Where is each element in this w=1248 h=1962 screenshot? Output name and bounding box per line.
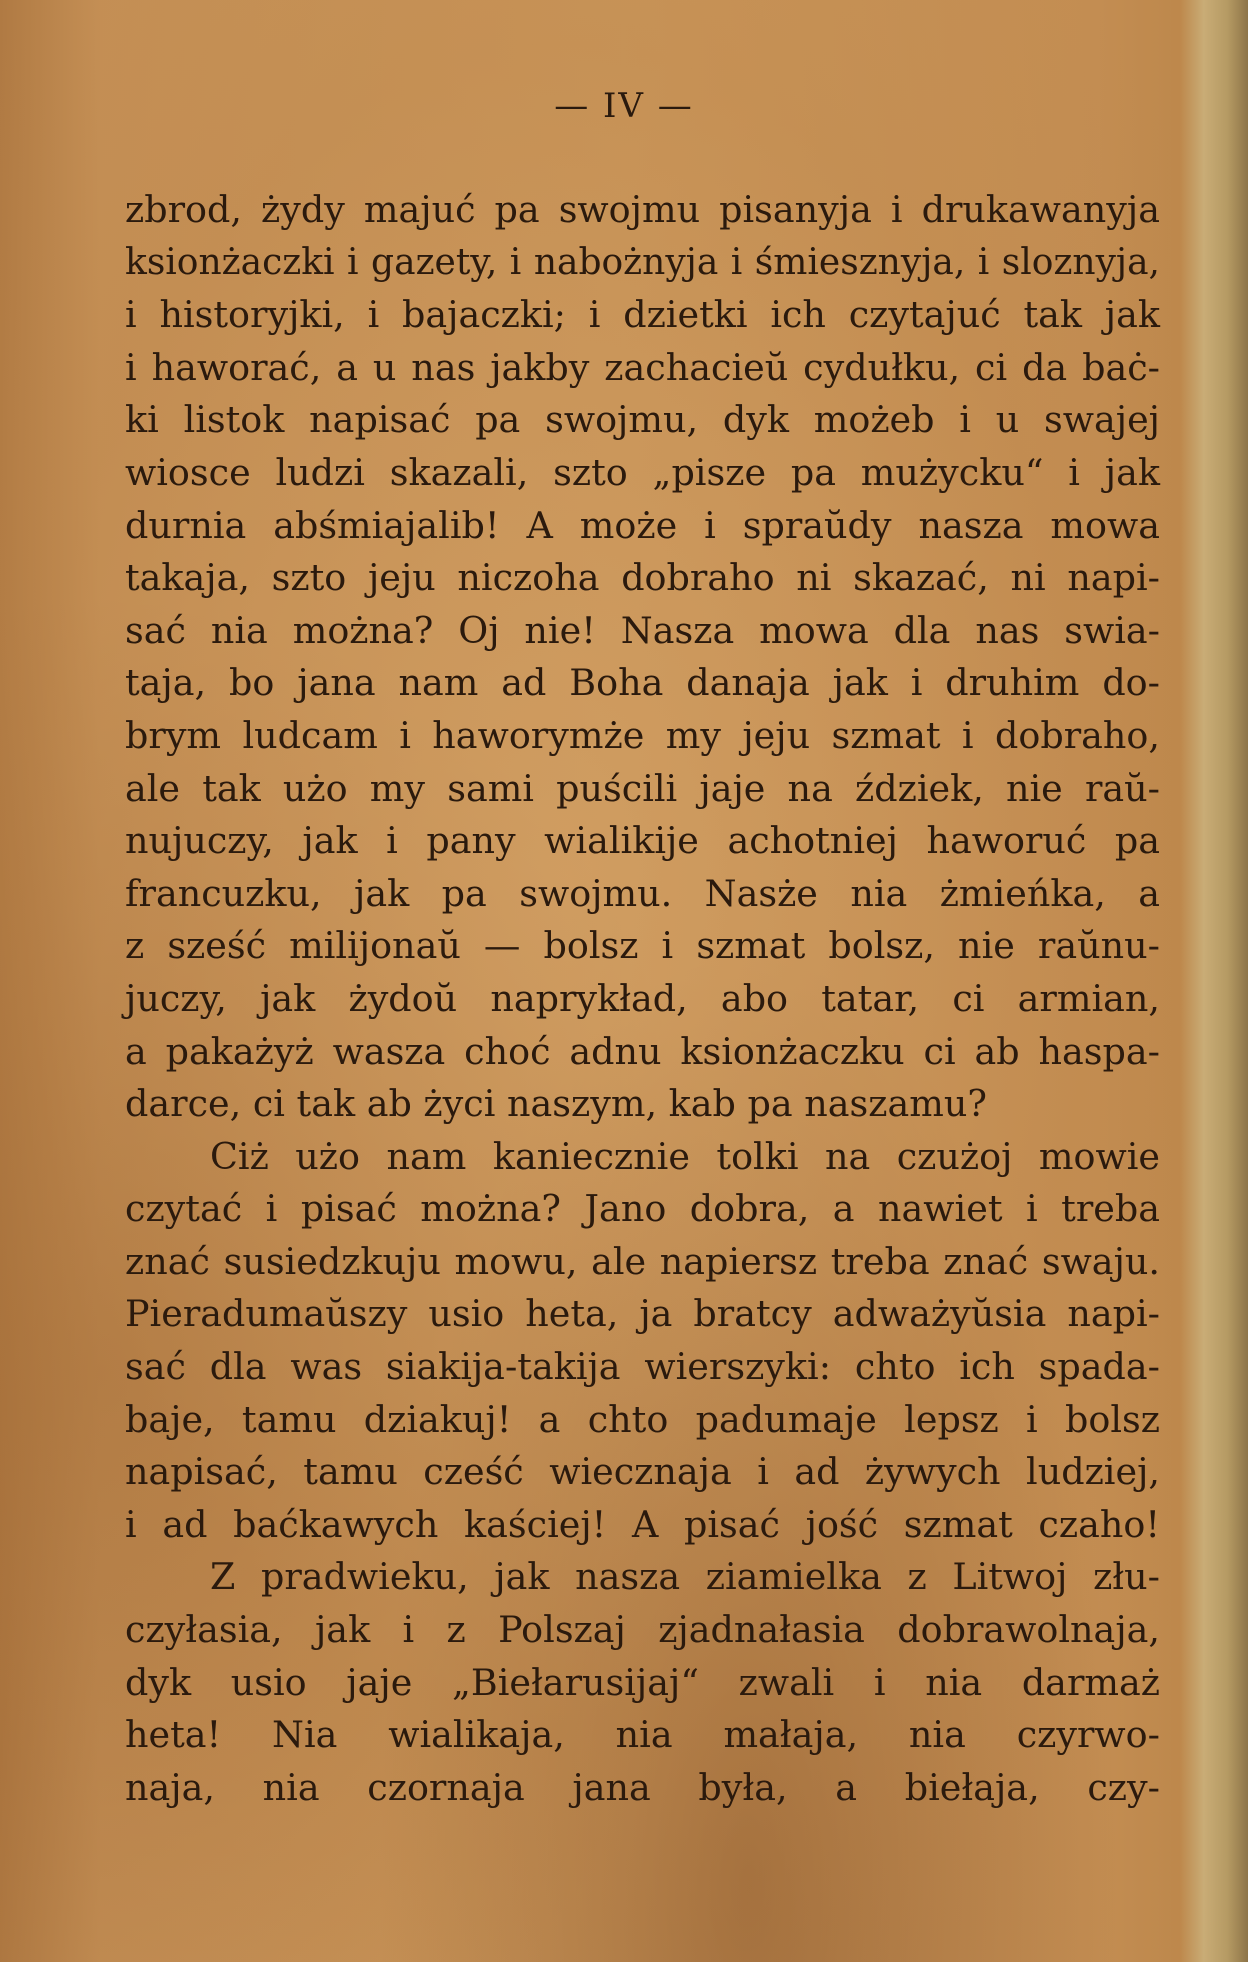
page-edge — [1180, 0, 1248, 1962]
text-line: juczy, jak żydoŭ naprykład, abo tatar, ci armian, — [125, 976, 1160, 1020]
page-number: — IV — — [554, 86, 694, 126]
text-line: czyłasia, jak i z Polszaj zjadnałasia dobrawolnaja, — [125, 1608, 1160, 1652]
text-line: wiosce ludzi skazali, szto „pisze pa mużycku“ i jak — [125, 450, 1160, 494]
text-line: znać susiedzkuju mowu, ale napiersz treba znać swaju. — [125, 1239, 1160, 1283]
text-line: sać nia można? Oj nie! Nasza mowa dla nas swia- — [125, 608, 1160, 652]
text-line: francuzku, jak pa swojmu. Nasże nia żmieńka, a — [125, 871, 1160, 915]
text-line: darce, ci tak ab życi naszym, kab pa naszamu? — [125, 1082, 987, 1126]
text-line: Z pradwieku, jak nasza ziamielka z Litwoj złu- — [210, 1555, 1160, 1599]
body-text — [125, 184, 1160, 1814]
text-line: i haworać, a u nas jakby zachacieŭ cydułku, ci da baċ- — [125, 345, 1160, 389]
text-line: durnia abśmiajalib! A może i spraŭdy nasza mowa — [125, 503, 1160, 547]
text-line: ale tak użo my sami puścili jaje na ździek, nie raŭ- — [125, 766, 1160, 810]
text-line: z sześć milijonaŭ — bolsz i szmat bolsz, nie raŭnu- — [125, 924, 1160, 968]
text-line: a pakażyż wasza choć adnu ksionżaczku ci ab haspa- — [125, 1029, 1160, 1073]
text-line: Pieradumaŭszy usio heta, ja bratcy adważyŭsia napi- — [125, 1292, 1160, 1336]
text-line: dyk usio jaje „Biełarusijaj“ zwali i nia darmaż — [125, 1660, 1160, 1704]
text-line: taja, bo jana nam ad Boha danaja jak i druhim do- — [125, 661, 1160, 705]
text-line: czytać i pisać można? Jano dobra, a nawiet i treba — [125, 1187, 1160, 1231]
text-line: i ad baćkawych kaściej! A pisać jość szmat czaho! — [125, 1502, 1160, 1546]
text-line: ksionżaczki i gazety, i nabożnyja i śmiesznyja, i sloznyja, — [125, 241, 1160, 283]
text-line: nujuczy, jak i pany wialikije achotniej haworuć pa — [125, 819, 1160, 863]
text-line: i historyjki, i bajaczki; i dzietki ich czytajuć tak jak — [125, 293, 1160, 337]
text-line: sać dla was siakija-takija wierszyki: chto ich spada- — [125, 1345, 1160, 1389]
text-line: heta! Nia wialikaja, nia małaja, nia czyrwo- — [125, 1713, 1160, 1757]
text-line: takaja, szto jeju niczoha dobraho ni skazać, ni napi- — [125, 556, 1160, 600]
text-line: baje, tamu dziakuj! a chto padumaje lepsz i bolsz — [125, 1397, 1160, 1441]
text-line: naja, nia czornaja jana była, a biełaja, czy- — [125, 1765, 1160, 1809]
text-line: Ciż użo nam kaniecznie tolki na czużoj mowie — [210, 1134, 1160, 1178]
text-line: zbrod, żydy majuć pa swojmu pisanyja i drukawanyja — [125, 188, 1160, 231]
text-line: napisać, tamu cześć wiecznaja i ad żywych ludziej, — [125, 1450, 1160, 1494]
text-line: ki listok napisać pa swojmu, dyk możeb i u swajej — [125, 398, 1160, 442]
text-line: brym ludcam i haworymże my jeju szmat i dobraho, — [125, 713, 1160, 757]
